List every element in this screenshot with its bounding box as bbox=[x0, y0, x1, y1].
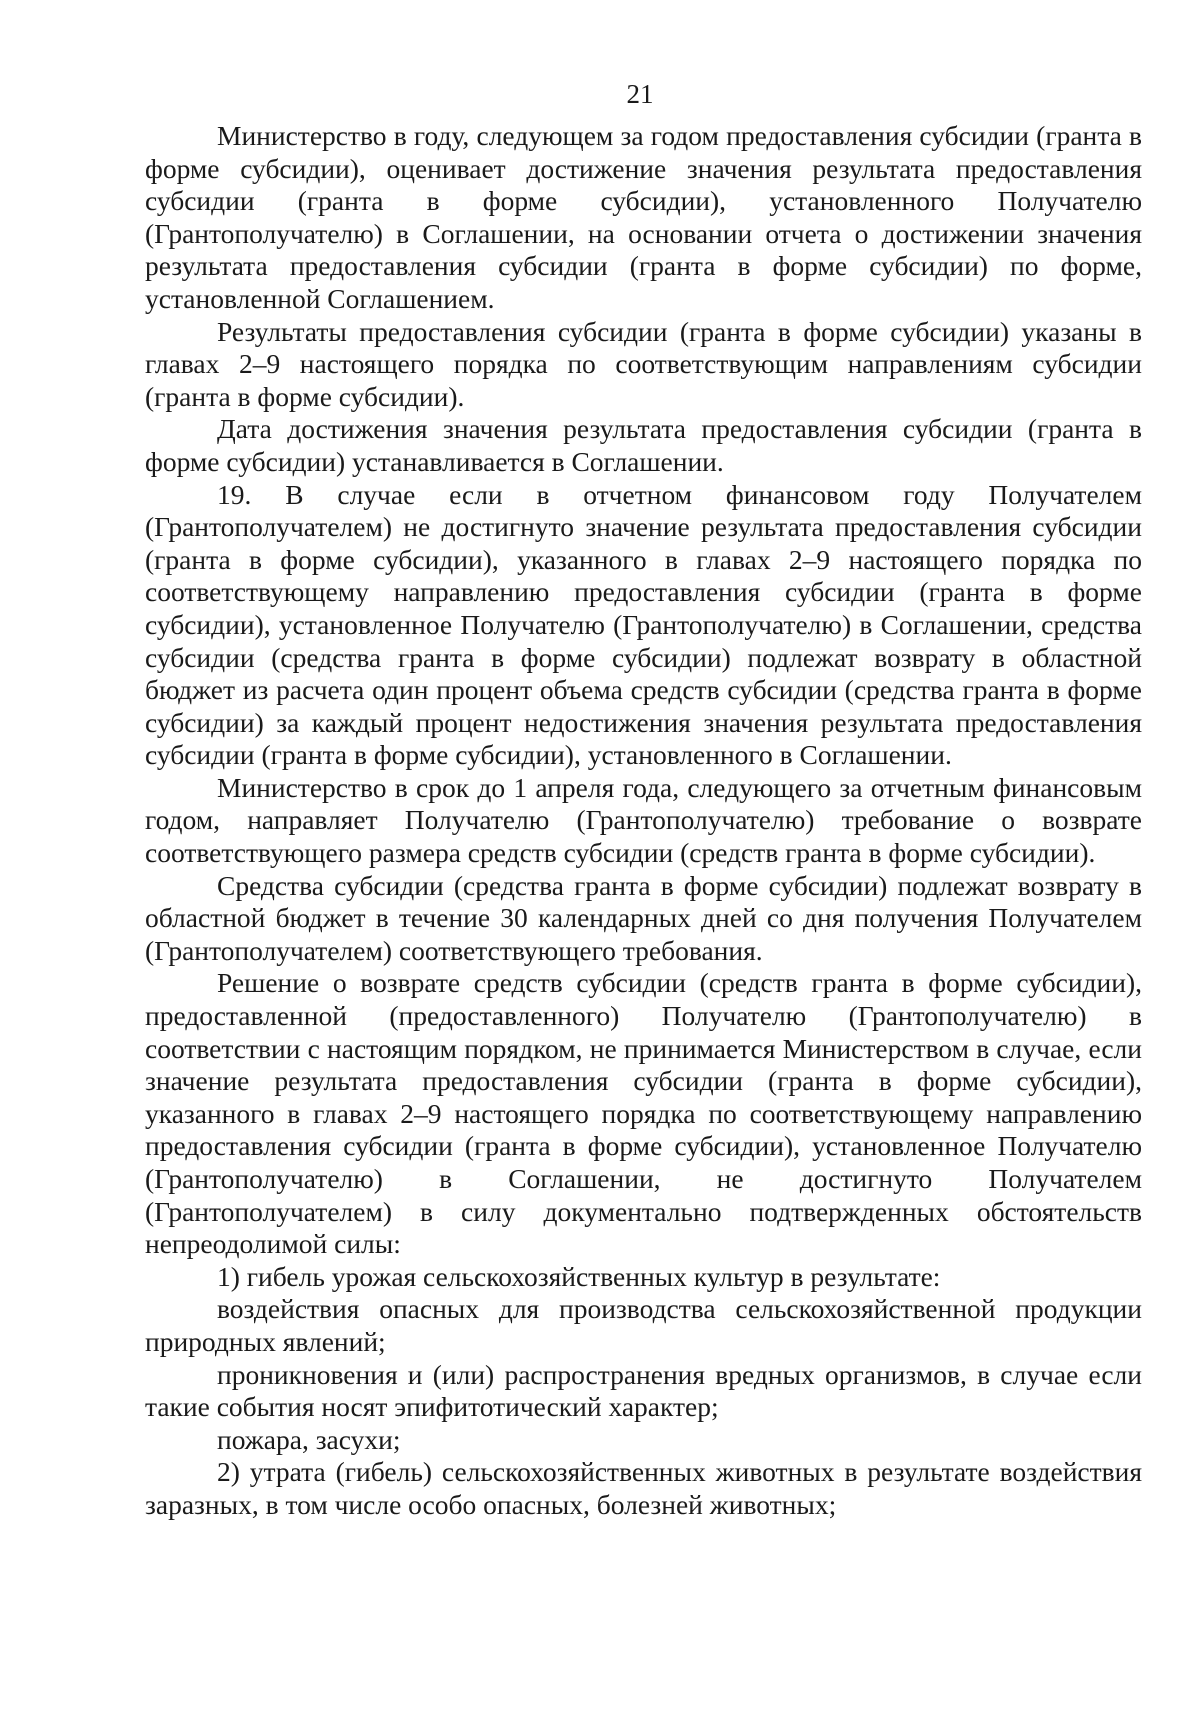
document-body bbox=[145, 120, 1142, 1522]
paragraph-ministry-evaluation: Министерство в году, следующем за годом предоставления субсидии (гранта в форме субсидии), оценивает достижение значения результата предоставления субсидии (гранта в форме субсидии), установленного Получателю (Грантополучателю) в Соглашении, на основании отчета о достижении значения результата предоставления субсидии (гранта в форме субсидии) по форме, установленной Соглашением. bbox=[145, 120, 1142, 314]
paragraph-achievement-date: Дата достижения значения результата предоставления субсидии (гранта в форме субсидии) устанавливается в Соглашении. bbox=[145, 413, 1142, 477]
paragraph-return-term: Средства субсидии (средства гранта в форме субсидии) подлежат возврату в областной бюджет в течение 30 календарных дней со дня получения Получателем (Грантополучателем) соответствующего требования. bbox=[145, 869, 1142, 966]
paragraph-results-chapters: Результаты предоставления субсидии (гранта в форме субсидии) указаны в главах 2–9 настоящего порядка по соответствующим направлениям субсидии (гранта в форме субсидии). bbox=[145, 315, 1142, 412]
list-subitem-fire-drought: пожара, засухи; bbox=[217, 1423, 401, 1455]
list-subitem-pests: проникновения и (или) распространения вредных организмов, в случае если такие события носят эпифитотический характер; bbox=[145, 1358, 1142, 1423]
page-number: 21 bbox=[626, 79, 654, 109]
list-item-crop-loss: 1) гибель урожая сельскохозяйственных культур в результате: bbox=[217, 1260, 941, 1292]
paragraph-force-majeure: Решение о возврате средств субсидии (средств гранта в форме субсидии), предоставленной (предоставленного) Получателю (Грантополучателю) в соответствии с настоящим порядком, не принимается Министерством в случае, если значение результата предоставления субсидии (гранта в форме субсидии), указанного в главах 2–9 настоящего порядка по соответствующему направлению предоставления субсидии (гранта в форме субсидии), установленное Получателю (Грантополучателю) в Соглашении, не достигнуто Получателем (Грантополучателем) в силу документально подтвержденных обстоятельств непреодолимой силы: bbox=[145, 967, 1142, 1260]
list-item-animal-loss: 2) утрата (гибель) сельскохозяйственных животных в результате воздействия заразных, в том числе особо опасных, болезней животных; bbox=[145, 1456, 1142, 1520]
paragraph-clause-19: 19. В случае если в отчетном финансовом году Получателем (Грантополучателем) не достигнуто значение результата предоставления субсидии (гранта в форме субсидии), указанного в главах 2–9 настоящего порядка по соответствующему направлению предоставления субсидии (гранта в форме субсидии), установленное Получателю (Грантополучателю) в Соглашении, средства субсидии (средства гранта в форме субсидии) подлежат возврату в областной бюджет из расчета один процент объема средств субсидии (средства гранта в форме субсидии) за каждый процент недостижения значения результата предоставления субсидии (гранта в форме субсидии), установленного в Соглашении. bbox=[145, 478, 1142, 771]
paragraph-return-request: Министерство в срок до 1 апреля года, следующего за отчетным финансовым годом, направляет Получателю (Грантополучателю) требование о возврате соответствующего размера средств субсидии (средств гранта в форме субсидии). bbox=[145, 771, 1142, 869]
list-subitem-natural-phenomena: воздействия опасных для производства сельскохозяйственной продукции природных явлений; bbox=[145, 1293, 1142, 1357]
